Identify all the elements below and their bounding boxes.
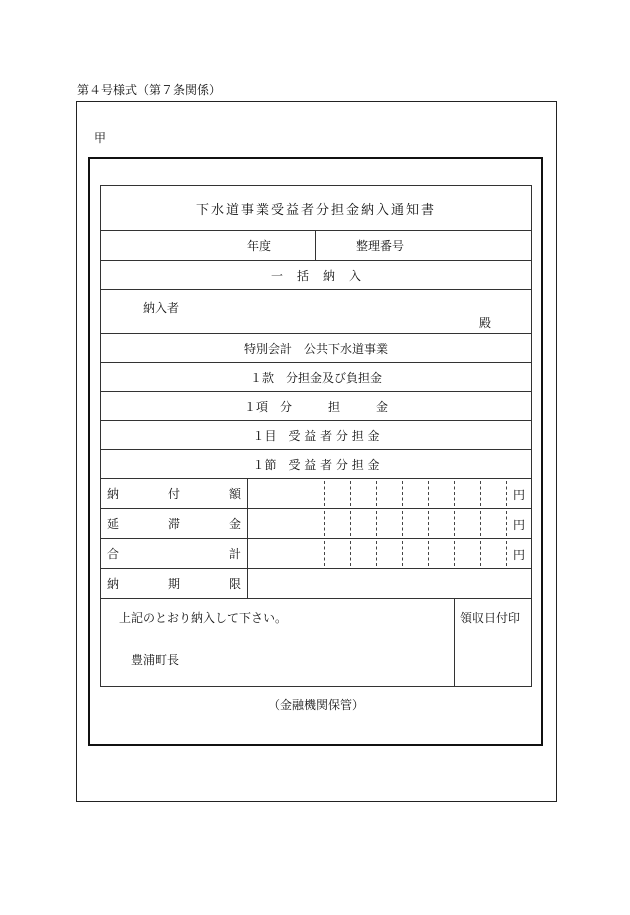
yen-unit: 円 — [512, 488, 525, 502]
budget-item-label: １目 受 益 者 分 担 金 — [252, 428, 380, 443]
payment-notice-table — [100, 185, 532, 687]
yen-unit: 円 — [512, 548, 525, 562]
digit-separator — [350, 511, 351, 536]
amount-row-label — [101, 509, 248, 538]
form-number-label: 第４号様式（第７条関係） — [77, 83, 222, 97]
copy-mark: 甲 — [94, 131, 107, 145]
footer-row — [101, 599, 531, 686]
amount-row-label — [101, 569, 248, 598]
fiscal-year-cell — [101, 231, 316, 260]
total-row — [101, 539, 531, 569]
amount-row-label — [101, 539, 248, 568]
digit-separator — [480, 481, 481, 506]
custody-note: （金融機関保管） — [267, 698, 364, 712]
digit-separator — [350, 481, 351, 506]
digit-separator — [454, 541, 455, 566]
account-label: 特別会計 公共下水道事業 — [243, 341, 388, 356]
label-char: 納 — [107, 577, 120, 591]
label-char: 合 — [107, 547, 120, 561]
label-char: 納 — [107, 487, 120, 501]
digit-separator — [454, 511, 455, 536]
label-char: 期 — [167, 577, 180, 591]
due-date-value-cell — [248, 569, 531, 598]
label-char: 計 — [228, 547, 241, 561]
issuer-name: 豊浦町長 — [131, 653, 180, 667]
label-char: 限 — [228, 577, 241, 591]
digit-separator — [402, 481, 403, 506]
budget-item-row — [101, 450, 531, 479]
receipt-stamp-cell — [455, 599, 531, 686]
message-cell — [101, 599, 455, 686]
label-char: 延 — [107, 517, 120, 531]
digit-separator — [506, 511, 507, 536]
digit-separator — [376, 481, 377, 506]
digit-separator — [324, 541, 325, 566]
honorific-label: 殿 — [478, 316, 491, 330]
budget-item-row — [101, 421, 531, 450]
lump-sum-label: 一括納入 — [270, 268, 375, 283]
budget-item-row — [101, 363, 531, 392]
label-char: 金 — [228, 517, 241, 531]
digit-separator — [506, 481, 507, 506]
late-fee-row — [101, 509, 531, 539]
amount-digit-cells — [248, 539, 531, 568]
digit-separator — [376, 511, 377, 536]
notice-title-row — [101, 186, 531, 231]
budget-item-label: １項 分 担 金 — [243, 399, 388, 414]
amount-digit-cells — [248, 509, 531, 538]
digit-separator — [324, 481, 325, 506]
digit-separator — [350, 541, 351, 566]
digit-separator — [402, 511, 403, 536]
amount-row-label — [101, 479, 248, 508]
digit-separator — [428, 481, 429, 506]
yen-unit: 円 — [512, 518, 525, 532]
budget-item-label: １節 受 益 者 分 担 金 — [252, 457, 380, 472]
digit-separator — [428, 511, 429, 536]
label-char: 滞 — [167, 517, 180, 531]
label-char: 付 — [167, 487, 180, 501]
reference-number-label: 整理番号 — [356, 239, 405, 253]
payment-instruction: 上記のとおり納入して下さい。 — [119, 611, 288, 625]
account-row — [101, 334, 531, 363]
fiscal-year-label: 年度 — [246, 239, 271, 253]
amount-digit-cells — [248, 479, 531, 508]
year-ref-row — [101, 231, 531, 261]
lump-sum-row — [101, 261, 531, 290]
digit-separator — [402, 541, 403, 566]
budget-item-row — [101, 392, 531, 421]
digit-separator — [376, 541, 377, 566]
digit-separator — [324, 511, 325, 536]
digit-separator — [480, 541, 481, 566]
label-char: 額 — [228, 487, 241, 501]
digit-separator — [480, 511, 481, 536]
payer-label: 納入者 — [143, 301, 180, 315]
reference-number-cell — [316, 231, 531, 260]
digit-separator — [506, 541, 507, 566]
receipt-stamp-label: 領収日付印 — [460, 611, 521, 625]
due-date-row — [101, 569, 531, 599]
digit-separator — [428, 541, 429, 566]
amount-due-row — [101, 479, 531, 509]
notice-title: 下水道事業受益者分担金納入通知書 — [195, 202, 436, 218]
digit-separator — [454, 481, 455, 506]
payer-row — [101, 290, 531, 334]
budget-item-label: １款 分担金及び負担金 — [249, 370, 382, 385]
